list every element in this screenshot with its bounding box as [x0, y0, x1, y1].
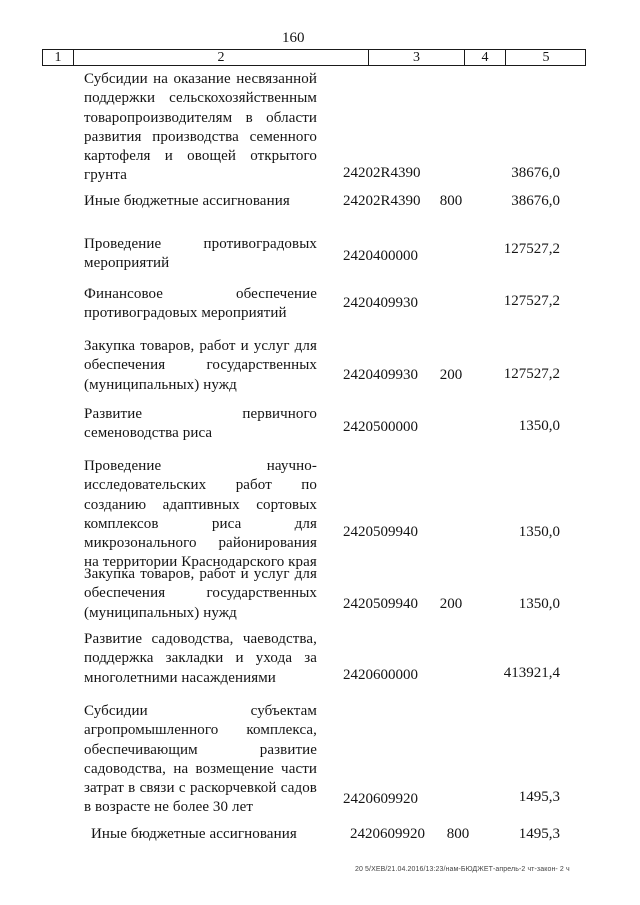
row-amount: 1495,3 — [518, 826, 560, 842]
row-expense-type: 800 — [446, 826, 470, 842]
column-header-5: 5 — [542, 50, 550, 65]
table-row — [0, 337, 640, 397]
row-amount: 38676,0 — [511, 165, 560, 181]
row-code: 2420509940 — [343, 524, 418, 540]
row-description: Иные бюджетные ассигнования — [84, 193, 290, 209]
row-description: Финансовое обеспечение противоградовых мероприятий — [84, 286, 317, 322]
column-header-4: 4 — [481, 50, 489, 65]
table-row — [0, 825, 640, 845]
row-amount: 1350,0 — [518, 418, 560, 434]
row-amount: 127527,2 — [503, 241, 560, 257]
table-row — [0, 405, 640, 445]
row-code: 24202R4390 — [343, 193, 421, 209]
row-description: Субсидии на оказание несвязанной поддержки сельскохозяйственным товаропроизводителям в области развития производства семенного картофеля и овощей открытого грунта — [84, 71, 317, 184]
row-description: Субсидии субъектам агропромышленного комплекса, обеспечивающим развитие садоводства, на возмещение части затрат в связи с раскорчевкой садов в возрасте не более 30 лет — [84, 703, 317, 816]
row-description: Развитие первичного семеноводства риса — [84, 406, 317, 442]
table-row — [0, 235, 640, 275]
row-code: 2420409930 — [343, 367, 418, 383]
row-description: Иные бюджетные ассигнования — [91, 826, 297, 842]
row-amount: 413921,4 — [503, 665, 560, 681]
row-code: 2420509940 — [343, 596, 418, 612]
row-description: Проведение научно-исследовательских работ по созданию адаптивных сортовых комплексов риса для микрозонального районирования на территории Краснодарского края — [84, 458, 317, 571]
column-header-1: 1 — [54, 50, 62, 65]
row-amount: 127527,2 — [503, 293, 560, 309]
table-row — [0, 457, 640, 571]
row-code: 2420609920 — [343, 791, 418, 807]
row-code: 2420600000 — [343, 667, 418, 683]
row-amount: 38676,0 — [511, 193, 560, 209]
table-row — [0, 285, 640, 325]
row-code: 2420609920 — [350, 826, 425, 842]
row-amount: 127527,2 — [503, 366, 560, 382]
row-description: Закупка товаров, работ и услуг для обеспечения государственных (муниципальных) нужд — [84, 338, 317, 393]
column-header-row — [42, 49, 586, 66]
row-code: 2420409930 — [343, 295, 418, 311]
table-row — [0, 630, 640, 690]
row-code: 2420400000 — [343, 248, 418, 264]
table-row — [0, 565, 640, 625]
row-amount: 1350,0 — [518, 524, 560, 540]
row-description: Развитие садоводства, чаеводства, поддержка закладки и ухода за многолетними насаждениями — [84, 631, 317, 686]
row-expense-type: 200 — [439, 367, 463, 383]
document-footer-stamp: 20 5/ХЕВ/21.04.2016/13:23/нам-БЮДЖЕТ-апрель-2 чт-закон- 2 ч — [355, 866, 570, 873]
row-code: 24202R4390 — [343, 165, 421, 181]
page-number: 160 — [282, 30, 305, 46]
row-expense-type: 800 — [439, 193, 463, 209]
row-expense-type: 200 — [439, 596, 463, 612]
column-header-2: 2 — [217, 50, 225, 65]
table-row — [0, 70, 640, 186]
row-amount: 1495,3 — [518, 789, 560, 805]
table-row — [0, 192, 640, 212]
row-description: Проведение противоградовых мероприятий — [84, 236, 317, 272]
row-code: 2420500000 — [343, 419, 418, 435]
row-description: Закупка товаров, работ и услуг для обеспечения государственных (муниципальных) нужд — [84, 566, 317, 621]
column-header-3: 3 — [413, 50, 420, 65]
row-amount: 1350,0 — [518, 596, 560, 612]
table-row — [0, 702, 640, 817]
